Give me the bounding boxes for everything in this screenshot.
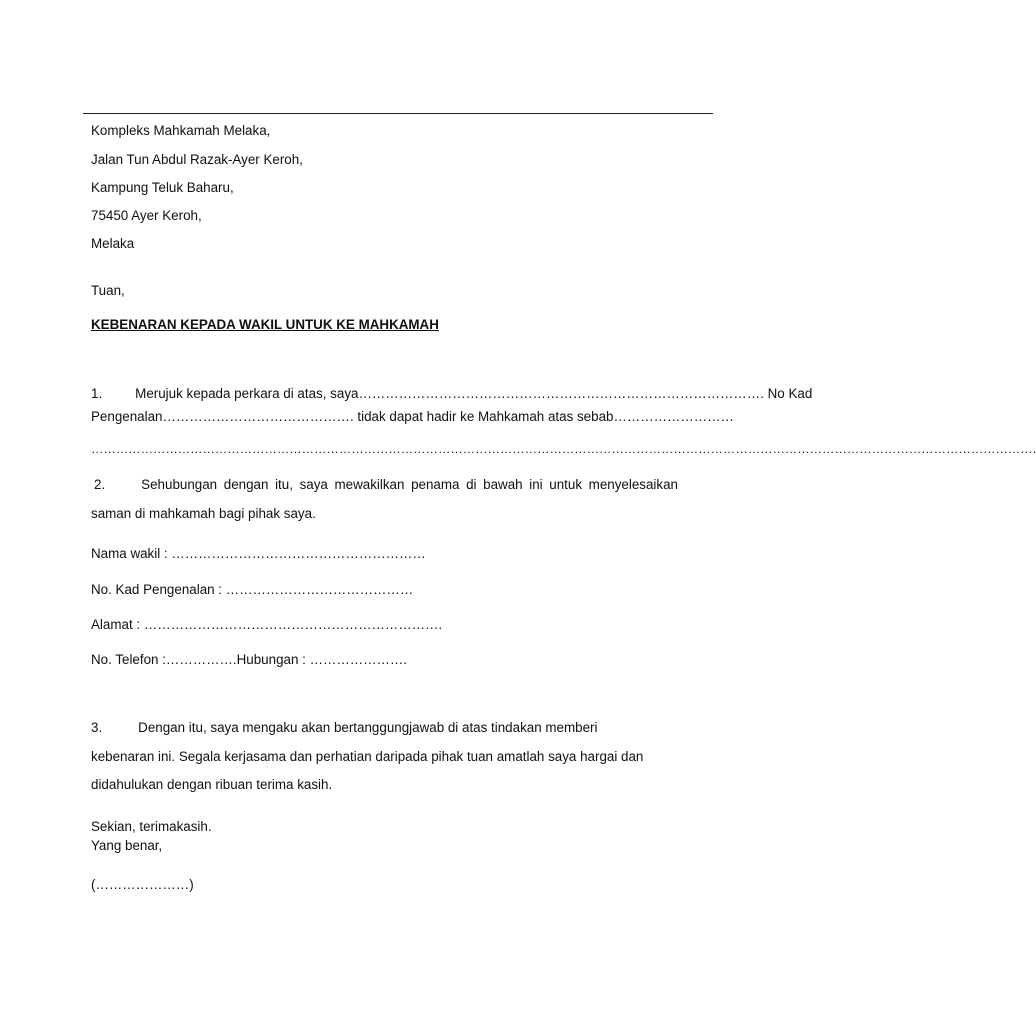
paragraph-3-text-1: Dengan itu, saya mengaku akan bertanggungjawab di atas tindakan memberi bbox=[138, 720, 598, 735]
salutation: Tuan, bbox=[91, 283, 125, 298]
field-nama-wakil: Nama wakil : ………………………………………………… bbox=[91, 546, 426, 561]
paragraph-2-text-1: Sehubungan dengan itu, saya mewakilkan penama di bawah ini untuk menyelesaikan bbox=[141, 477, 678, 492]
closing-line-2: Yang benar, bbox=[91, 838, 163, 853]
field-no-kad-pengenalan: No. Kad Pengenalan : …………………………………… bbox=[91, 582, 414, 597]
paragraph-3-line-3: didahulukan dengan ribuan terima kasih. bbox=[91, 777, 333, 792]
paragraph-2-line-1 bbox=[91, 477, 678, 493]
paragraph-3-line-2: kebenaran ini. Segala kerjasama dan perhatian daripada pihak tuan amatlah saya hargai dan bbox=[91, 749, 644, 764]
paragraph-1-line-2: Pengenalan……………………………………. tidak dapat hadir ke Mahkamah atas sebab……………………… bbox=[91, 409, 734, 424]
address-line-4: 75450 Ayer Keroh, bbox=[91, 208, 202, 223]
top-divider bbox=[83, 113, 713, 114]
address-line-5: Melaka bbox=[91, 236, 135, 251]
paragraph-1-line-1 bbox=[91, 386, 812, 402]
paragraph-3-number: 3. bbox=[91, 720, 103, 735]
paragraph-1-number: 1. bbox=[91, 386, 103, 401]
paragraph-3-line-1 bbox=[91, 720, 597, 736]
paragraph-1-line-3: …………………………………………………………………………………………………………………………………………………………………………………………………………. bbox=[91, 442, 1036, 456]
signature-placeholder: (…………………) bbox=[91, 877, 194, 892]
field-no-telefon-hubungan: No. Telefon :…………….Hubungan : …………………. bbox=[91, 652, 408, 667]
address-line-2: Jalan Tun Abdul Razak-Ayer Keroh, bbox=[91, 152, 303, 167]
paragraph-2-number: 2. bbox=[94, 477, 106, 492]
closing-line-1: Sekian, terimakasih. bbox=[91, 819, 212, 834]
paragraph-2-line-2: saman di mahkamah bagi pihak saya. bbox=[91, 506, 316, 521]
address-line-1: Kompleks Mahkamah Melaka, bbox=[91, 123, 271, 138]
field-alamat: Alamat : …………………………………………………………. bbox=[91, 617, 443, 632]
subject-heading: KEBENARAN KEPADA WAKIL UNTUK KE MAHKAMAH bbox=[91, 317, 439, 332]
paragraph-1-text-1: Merujuk kepada perkara di atas, saya………………………………………………………………………………. No Kad bbox=[135, 386, 813, 401]
address-line-3: Kampung Teluk Baharu, bbox=[91, 180, 234, 195]
